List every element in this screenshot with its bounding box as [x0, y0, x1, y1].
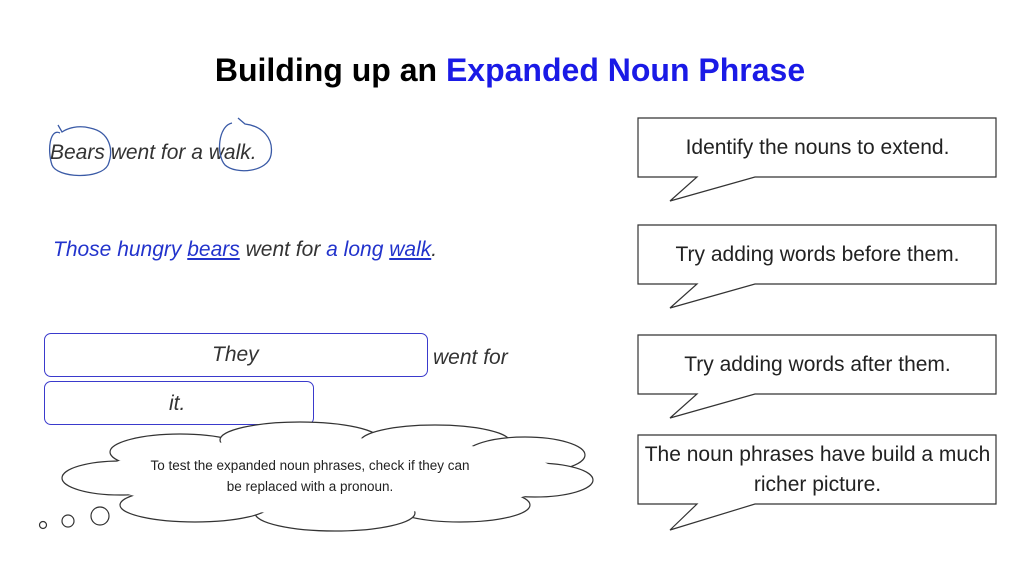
title-plain: Building up an — [214, 52, 446, 88]
circle-bears — [50, 125, 111, 176]
sentence-middle: went for a — [104, 141, 209, 164]
expanded-pre-1: Those hungry — [53, 238, 188, 261]
pronoun-they: They — [212, 343, 259, 366]
pronoun-went-for: went for — [433, 346, 508, 369]
callout-richer-picture: The noun phrases have build a much richer picture. — [644, 443, 991, 496]
thought-dot-large — [91, 507, 109, 525]
word-bears: Bears — [50, 141, 105, 164]
sentence-end: . — [250, 141, 257, 164]
callout-add-before: Try adding words before them. — [675, 243, 960, 266]
callout-add-after: Try adding words after them. — [684, 353, 951, 376]
thought-dot-medium — [62, 515, 74, 527]
thought-dot-small — [40, 522, 47, 529]
title-accent: Expanded Noun Phrase — [445, 52, 806, 88]
expanded-noun-walk: walk — [389, 238, 432, 261]
pronoun-it: it. — [169, 392, 186, 415]
callout-identify-nouns: Identify the nouns to extend. — [685, 136, 950, 159]
word-walk: walk — [208, 141, 251, 164]
expanded-pre-2: a long — [326, 238, 390, 261]
expanded-end: . — [431, 238, 438, 261]
circle-walk — [220, 118, 272, 171]
thought-bubble-text: To test the expanded noun phrases, check if they can be replaced with a pronoun. — [150, 458, 470, 494]
expanded-noun-bears: bears — [187, 238, 240, 261]
expanded-verb: went for — [239, 238, 327, 261]
